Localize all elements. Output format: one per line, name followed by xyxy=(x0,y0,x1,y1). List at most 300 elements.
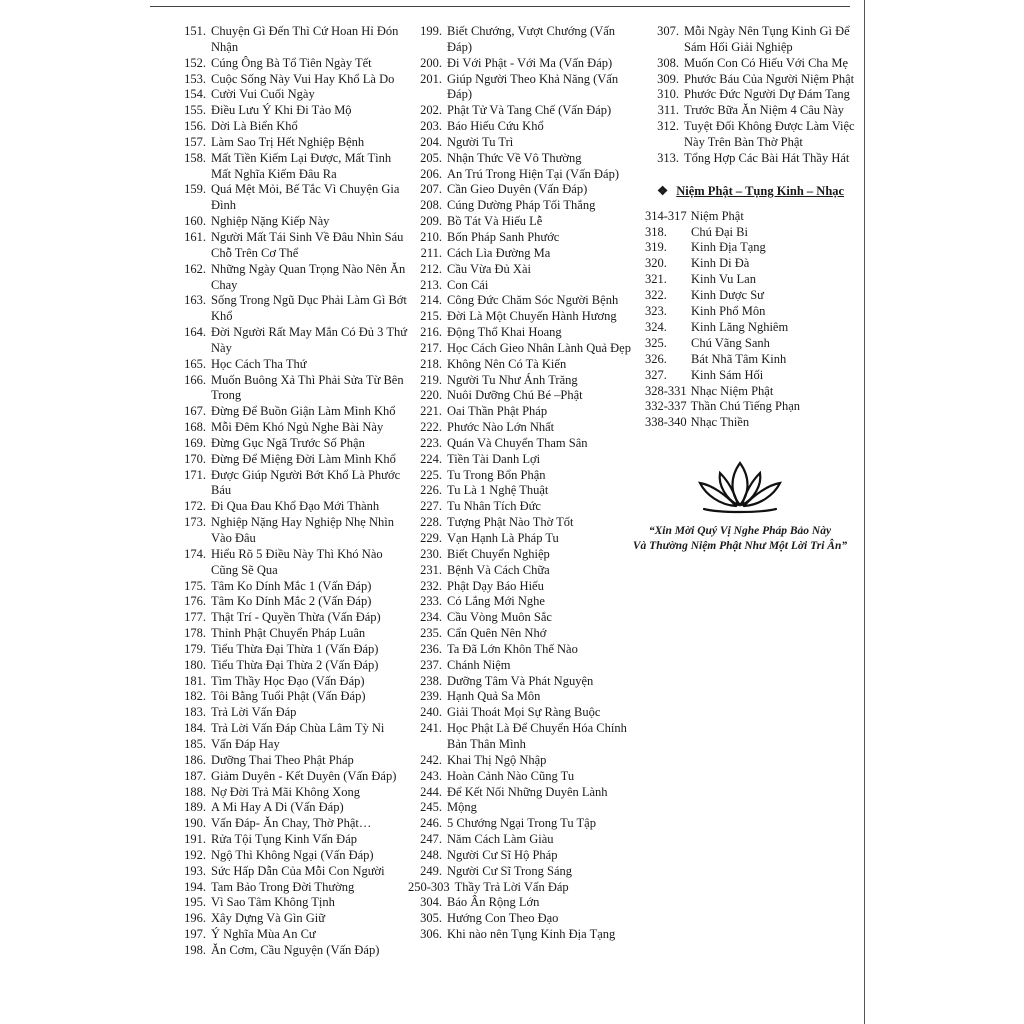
list-item xyxy=(408,785,643,801)
column-3-list xyxy=(645,24,860,167)
list-item xyxy=(408,483,643,499)
item-title: Cười Vui Cuối Ngày xyxy=(211,87,315,102)
item-number: 312. xyxy=(657,119,679,134)
list-item xyxy=(172,420,407,436)
item-number: 194. xyxy=(184,879,206,894)
section-item-title: Bát Nhã Tâm Kinh xyxy=(691,351,787,366)
list-item xyxy=(408,610,643,626)
list-item xyxy=(408,357,643,373)
section-item xyxy=(645,336,860,352)
item-number: 203. xyxy=(420,119,442,134)
list-item xyxy=(408,594,643,610)
list-item xyxy=(645,119,860,151)
item-title: Công Đức Chăm Sóc Người Bệnh xyxy=(447,293,619,308)
list-item xyxy=(408,135,643,151)
section-item-title: Kinh Dược Sư xyxy=(691,288,764,303)
item-title: Cầu Vừa Đủ Xài xyxy=(447,261,531,276)
list-item xyxy=(645,56,860,72)
item-number: 197. xyxy=(184,927,206,942)
list-item xyxy=(172,579,407,595)
item-title: Sống Trong Ngũ Dục Phải Làm Gì Bớt Khổ xyxy=(211,293,407,324)
item-title: Ý Nghĩa Mùa An Cư xyxy=(211,927,316,942)
list-item xyxy=(172,895,407,911)
item-number: 199. xyxy=(420,24,442,38)
section-item-title: Kinh Di Đà xyxy=(691,256,750,271)
list-item xyxy=(172,848,407,864)
item-number: 161. xyxy=(184,229,206,244)
item-number: 209. xyxy=(420,214,442,229)
item-number: 219. xyxy=(420,372,442,387)
item-title: Mỗi Ngày Nên Tụng Kinh Gì Để Sám Hối Giải Nghiệp xyxy=(684,24,850,54)
item-title: Tìm Thầy Học Đạo (Vấn Đáp) xyxy=(211,673,365,688)
item-title: 5 Chướng Ngại Trong Tu Tập xyxy=(447,816,596,831)
list-item xyxy=(408,880,643,896)
item-number: 153. xyxy=(184,71,206,86)
item-title: Hướng Con Theo Đạo xyxy=(447,911,559,926)
item-number: 152. xyxy=(184,55,206,70)
item-number: 170. xyxy=(184,451,206,466)
item-number: 213. xyxy=(420,277,442,292)
item-title: Có Lắng Mới Nghe xyxy=(447,594,545,609)
item-title: Tam Bảo Trong Đời Thường xyxy=(211,879,355,894)
item-number: 241. xyxy=(420,721,442,736)
list-item xyxy=(408,626,643,642)
item-number: 180. xyxy=(184,657,206,672)
item-title: Thật Trí - Quyền Thừa (Vấn Đáp) xyxy=(211,610,381,625)
item-number: 201. xyxy=(420,71,442,86)
section-item-number: 320. xyxy=(645,256,667,271)
item-number: 232. xyxy=(420,578,442,593)
item-title: Dưỡng Thai Theo Phật Pháp xyxy=(211,752,354,767)
item-title: Vấn Đáp Hay xyxy=(211,736,280,751)
section-item xyxy=(645,209,860,225)
item-number: 164. xyxy=(184,325,206,340)
item-title: Cúng Dường Pháp Tối Thắng xyxy=(447,198,596,213)
list-item xyxy=(408,452,643,468)
item-title: Đừng Gục Ngã Trước Số Phận xyxy=(211,435,365,450)
list-item xyxy=(408,103,643,119)
item-title: Báo Ân Rộng Lớn xyxy=(447,895,540,910)
item-number: 240. xyxy=(420,705,442,720)
list-item xyxy=(172,880,407,896)
item-number: 192. xyxy=(184,847,206,862)
item-number: 196. xyxy=(184,911,206,926)
item-title: Đời Người Rất May Mắn Có Đủ 3 Thứ Này xyxy=(211,325,407,355)
list-item xyxy=(408,468,643,484)
item-title: Sức Hấp Dẫn Của Mỗi Con Người xyxy=(211,863,385,878)
item-number: 223. xyxy=(420,435,442,450)
section-item-title: Thần Chú Tiếng Phạn xyxy=(690,399,801,414)
list-item xyxy=(172,135,407,151)
item-title: Để Kết Nối Những Duyên Lành xyxy=(447,784,608,799)
item-number: 157. xyxy=(184,134,206,149)
list-item xyxy=(408,832,643,848)
item-number: 163. xyxy=(184,293,206,308)
item-title: Cách Lìa Đường Ma xyxy=(447,245,551,260)
item-number: 310. xyxy=(657,87,679,102)
item-number: 234. xyxy=(420,610,442,625)
list-item xyxy=(408,309,643,325)
item-number: 190. xyxy=(184,816,206,831)
item-title: Điều Lưu Ý Khi Đi Tảo Mộ xyxy=(211,103,352,118)
item-number: 222. xyxy=(420,420,442,435)
list-item xyxy=(645,103,860,119)
item-title: Năm Cách Làm Giàu xyxy=(447,832,554,847)
item-title: Hoàn Cảnh Nào Cũng Tu xyxy=(447,768,575,783)
item-number: 242. xyxy=(420,752,442,767)
item-number: 155. xyxy=(184,103,206,118)
section-item-title: Kinh Vu Lan xyxy=(691,272,756,287)
item-number: 202. xyxy=(420,103,442,118)
item-title: Hiểu Rõ 5 Điều Này Thì Khó Nào Cũng Sẽ Qua xyxy=(211,546,383,577)
item-number: 239. xyxy=(420,689,442,704)
item-title: Biết Chuyển Nghiệp xyxy=(447,546,550,561)
item-number: 243. xyxy=(420,768,442,783)
item-title: Quán Và Chuyển Tham Sân xyxy=(447,435,588,450)
item-number: 154. xyxy=(184,87,206,102)
list-item xyxy=(408,56,643,72)
list-item xyxy=(408,864,643,880)
item-title: Tiền Tài Danh Lợi xyxy=(447,451,541,466)
item-title: A Mi Hay A Di (Vấn Đáp) xyxy=(211,800,344,815)
item-title: Đi Với Phật - Với Ma (Vấn Đáp) xyxy=(447,55,613,70)
list-item xyxy=(408,674,643,690)
item-number: 198. xyxy=(184,942,206,957)
item-title: Thầy Trả Lời Vấn Đáp xyxy=(454,879,569,894)
item-number: 313. xyxy=(657,150,679,165)
list-item xyxy=(645,24,860,56)
item-title: Giúp Người Theo Khả Năng (Vấn Đáp) xyxy=(447,71,619,102)
item-number: 181. xyxy=(184,673,206,688)
section-item-title: Chú Vãng Sanh xyxy=(691,335,770,350)
section-item-title: Kinh Lăng Nghiêm xyxy=(691,319,789,334)
list-item xyxy=(408,721,643,753)
item-title: Quá Mệt Mỏi, Bế Tắc Vì Chuyện Gia Đình xyxy=(211,182,400,213)
section-item-number: 332-337 xyxy=(645,399,687,414)
item-title: Bệnh Và Cách Chữa xyxy=(447,562,550,577)
list-item xyxy=(408,214,643,230)
item-number: 246. xyxy=(420,816,442,831)
section-item-title: Chú Đại Bi xyxy=(691,224,748,239)
section-item xyxy=(645,288,860,304)
item-number: 210. xyxy=(420,229,442,244)
section-item-title: Kinh Địa Tạng xyxy=(691,240,766,255)
list-item xyxy=(408,119,643,135)
item-title: Học Cách Gieo Nhân Lành Quả Đẹp xyxy=(447,340,631,355)
list-item xyxy=(172,658,407,674)
item-number: 159. xyxy=(184,182,206,197)
item-title: Tôi Bằng Tuổi Phật (Vấn Đáp) xyxy=(211,689,366,704)
item-title: Làm Sao Trị Hết Nghiệp Bệnh xyxy=(211,134,365,149)
item-title: Bồ Tát Và Hiếu Lễ xyxy=(447,214,543,229)
item-title: Người Cư Sĩ Trong Sáng xyxy=(447,863,573,878)
list-item xyxy=(408,816,643,832)
item-title: Dưỡng Tâm Và Phát Nguyện xyxy=(447,673,594,688)
item-number: 183. xyxy=(184,705,206,720)
item-title: Phước Báu Của Người Niệm Phật xyxy=(684,71,855,86)
item-number: 215. xyxy=(420,309,442,324)
item-number: 306. xyxy=(420,927,442,942)
item-number: 231. xyxy=(420,562,442,577)
item-title: Đời Là Một Chuyến Hành Hương xyxy=(447,309,617,324)
item-title: Đừng Để Miệng Đời Làm Mình Khổ xyxy=(211,451,396,466)
item-number: 228. xyxy=(420,515,442,530)
list-item xyxy=(172,753,407,769)
list-item xyxy=(172,373,407,405)
item-title: Phước Đức Người Dự Đám Tang xyxy=(684,87,850,102)
list-item xyxy=(408,895,643,911)
item-number: 177. xyxy=(184,610,206,625)
item-title: Người Tu Trì xyxy=(447,134,514,149)
section-item xyxy=(645,272,860,288)
list-item xyxy=(408,230,643,246)
quote-line-1: “Xin Mời Quý Vị Nghe Pháp Bảo Này xyxy=(648,525,832,537)
item-number: 214. xyxy=(420,293,442,308)
item-number: 245. xyxy=(420,800,442,815)
list-item xyxy=(172,769,407,785)
section-item xyxy=(645,225,860,241)
list-item xyxy=(408,420,643,436)
item-title: Tâm Ko Dính Mắc 2 (Vấn Đáp) xyxy=(211,594,372,609)
column-3 xyxy=(645,24,860,431)
item-number: 307. xyxy=(657,24,679,38)
item-number: 167. xyxy=(184,404,206,419)
item-number: 236. xyxy=(420,641,442,656)
list-item xyxy=(408,24,643,56)
item-title: Người Mất Tái Sinh Về Đâu Nhìn Sáu Chỗ Trên Cơ Thể xyxy=(211,229,404,260)
list-item xyxy=(408,547,643,563)
list-item xyxy=(408,753,643,769)
list-item xyxy=(172,626,407,642)
section-item-number: 328-331 xyxy=(645,383,687,398)
list-item xyxy=(408,499,643,515)
item-number: 207. xyxy=(420,182,442,197)
list-item xyxy=(408,293,643,309)
item-number: 211. xyxy=(420,245,442,260)
item-title: Vạn Hạnh Là Pháp Tu xyxy=(447,531,559,545)
closing-quote xyxy=(615,524,865,554)
item-number: 173. xyxy=(184,515,206,530)
item-title: Cuộc Sống Này Vui Hay Khổ Là Do xyxy=(211,71,395,86)
list-item xyxy=(172,87,407,103)
item-title: Con Cái xyxy=(447,277,489,292)
list-item xyxy=(408,769,643,785)
list-item xyxy=(408,911,643,927)
section-item-number: 319. xyxy=(645,240,667,255)
item-title: Đi Qua Đau Khổ Đạo Mới Thành xyxy=(211,499,380,514)
list-item xyxy=(408,151,643,167)
item-number: 248. xyxy=(420,847,442,862)
list-item xyxy=(172,325,407,357)
item-title: Cầu Vòng Muôn Sắc xyxy=(447,610,552,625)
item-title: Oai Thần Phật Pháp xyxy=(447,404,548,419)
section-item xyxy=(645,399,860,415)
list-item xyxy=(172,721,407,737)
list-item xyxy=(172,816,407,832)
item-title: Nuôi Dưỡng Chú Bé –Phật xyxy=(447,388,583,403)
item-number: 208. xyxy=(420,198,442,213)
section-item xyxy=(645,256,860,272)
item-number: 227. xyxy=(420,499,442,514)
list-item xyxy=(408,658,643,674)
list-item xyxy=(408,388,643,404)
list-item xyxy=(172,56,407,72)
item-number: 171. xyxy=(184,467,206,482)
list-item xyxy=(408,436,643,452)
list-item xyxy=(408,278,643,294)
item-number: 166. xyxy=(184,372,206,387)
item-title: Ta Đã Lớn Khôn Thế Nào xyxy=(447,641,578,656)
list-item xyxy=(645,151,860,167)
item-number: 221. xyxy=(420,404,442,419)
item-title: Chánh Niệm xyxy=(447,657,511,672)
list-item xyxy=(172,785,407,801)
list-item xyxy=(408,325,643,341)
item-title: Dời Là Biển Khổ xyxy=(211,119,298,134)
item-number: 151. xyxy=(184,24,206,38)
list-item xyxy=(172,468,407,500)
item-title: Phật Tử Và Tang Chế (Vấn Đáp) xyxy=(447,103,612,118)
item-title: Báo Hiếu Cứu Khổ xyxy=(447,119,544,134)
item-number: 204. xyxy=(420,134,442,149)
item-number: 233. xyxy=(420,594,442,609)
item-title: Cẩn Quên Nên Nhớ xyxy=(447,626,547,641)
lotus-icon xyxy=(690,455,790,515)
item-title: Phật Dạy Báo Hiếu xyxy=(447,578,544,593)
list-item xyxy=(408,563,643,579)
item-number: 184. xyxy=(184,721,206,736)
list-item xyxy=(172,642,407,658)
list-item xyxy=(172,72,407,88)
list-item xyxy=(172,103,407,119)
list-item xyxy=(172,214,407,230)
item-number: 200. xyxy=(420,55,442,70)
item-title: Đừng Để Buồn Giận Làm Mình Khổ xyxy=(211,404,396,419)
item-number: 216. xyxy=(420,325,442,340)
list-item xyxy=(408,373,643,389)
item-number: 174. xyxy=(184,546,206,561)
list-item xyxy=(172,436,407,452)
item-title: Được Giúp Người Bớt Khổ Là Phước Báu xyxy=(211,467,401,498)
item-title: Học Cách Tha Thứ xyxy=(211,356,307,371)
item-number: 249. xyxy=(420,863,442,878)
item-title: Tâm Ko Dính Mắc 1 (Vấn Đáp) xyxy=(211,578,372,593)
item-title: Không Nên Có Tà Kiến xyxy=(447,356,567,371)
item-number: 188. xyxy=(184,784,206,799)
item-number: 235. xyxy=(420,626,442,641)
item-number: 185. xyxy=(184,736,206,751)
list-item xyxy=(172,119,407,135)
item-number: 160. xyxy=(184,214,206,229)
section-item xyxy=(645,415,860,431)
list-item xyxy=(408,198,643,214)
item-number: 238. xyxy=(420,673,442,688)
item-number: 176. xyxy=(184,594,206,609)
list-item xyxy=(172,674,407,690)
section-item xyxy=(645,320,860,336)
item-title: Tu Trong Bổn Phận xyxy=(447,467,546,482)
column-2 xyxy=(408,24,643,943)
section-item-number: 326. xyxy=(645,351,667,366)
item-number: 229. xyxy=(420,531,442,545)
item-number: 237. xyxy=(420,657,442,672)
top-border-line xyxy=(150,6,850,7)
item-title: Trả Lời Vấn Đáp Chùa Lâm Tỳ Ni xyxy=(211,721,385,736)
list-item xyxy=(408,705,643,721)
item-title: Thỉnh Phật Chuyển Pháp Luân xyxy=(211,626,366,641)
item-title: Khi nào nên Tụng Kinh Địa Tạng xyxy=(447,927,616,942)
item-title: Mộng xyxy=(447,800,477,815)
item-title: Động Thổ Khai Hoang xyxy=(447,325,562,340)
list-item xyxy=(408,642,643,658)
section-heading xyxy=(657,183,860,199)
item-number: 179. xyxy=(184,641,206,656)
list-item xyxy=(172,151,407,183)
list-item xyxy=(172,927,407,943)
item-number: 212. xyxy=(420,261,442,276)
item-number: 206. xyxy=(420,166,442,181)
item-title: Giải Thoát Mọi Sự Ràng Buộc xyxy=(447,705,601,720)
section-item-number: 338-340 xyxy=(645,415,687,430)
list-item xyxy=(172,515,407,547)
list-item xyxy=(408,800,643,816)
item-title: Mất Tiền Kiếm Lại Được, Mất Tình Mất Nghĩa Kiếm Đâu Ra xyxy=(211,150,392,181)
list-item xyxy=(172,594,407,610)
item-number: 218. xyxy=(420,356,442,371)
list-item xyxy=(172,832,407,848)
list-item xyxy=(408,72,643,104)
item-title: Nghiệp Nặng Kiếp Này xyxy=(211,214,330,229)
item-title: Rửa Tội Tụng Kinh Vấn Đáp xyxy=(211,832,358,847)
list-item xyxy=(408,167,643,183)
section-item-number: 325. xyxy=(645,335,667,350)
item-title: Tổng Hợp Các Bài Hát Thầy Hát xyxy=(684,150,850,165)
item-title: Tu Nhân Tích Đức xyxy=(447,499,541,514)
item-number: 158. xyxy=(184,150,206,165)
item-title: Ngộ Thì Không Ngại (Vấn Đáp) xyxy=(211,847,374,862)
item-title: Trước Bữa Ăn Niệm 4 Câu Này xyxy=(684,103,844,118)
list-item xyxy=(408,927,643,943)
item-title: Người Cư Sĩ Hộ Pháp xyxy=(447,847,558,862)
item-title: Tượng Phật Nào Thờ Tốt xyxy=(447,515,574,530)
column-1 xyxy=(172,24,407,959)
item-number: 186. xyxy=(184,752,206,767)
section-list xyxy=(645,209,860,432)
section-item-number: 324. xyxy=(645,319,667,334)
section-item xyxy=(645,384,860,400)
item-number: 172. xyxy=(184,499,206,514)
list-item xyxy=(172,689,407,705)
section-item-title: Kinh Sám Hối xyxy=(691,367,764,382)
item-number: 162. xyxy=(184,261,206,276)
item-title: An Trú Trong Hiện Tại (Vấn Đáp) xyxy=(447,166,619,181)
item-number: 175. xyxy=(184,578,206,593)
item-title: Tu Là 1 Nghệ Thuật xyxy=(447,483,549,498)
list-item xyxy=(408,341,643,357)
list-item xyxy=(172,182,407,214)
list-item xyxy=(408,246,643,262)
item-number: 244. xyxy=(420,784,442,799)
section-heading-text: Niệm Phật – Tụng Kinh – Nhạc xyxy=(676,183,845,198)
section-item-title: Niệm Phật xyxy=(690,208,744,223)
list-item xyxy=(172,262,407,294)
list-item xyxy=(172,452,407,468)
item-title: Người Tu Như Ánh Trăng xyxy=(447,372,578,387)
item-number: 309. xyxy=(657,71,679,86)
list-item xyxy=(408,689,643,705)
item-number: 156. xyxy=(184,119,206,134)
diamond-bullet-icon: ❖ xyxy=(657,183,669,198)
